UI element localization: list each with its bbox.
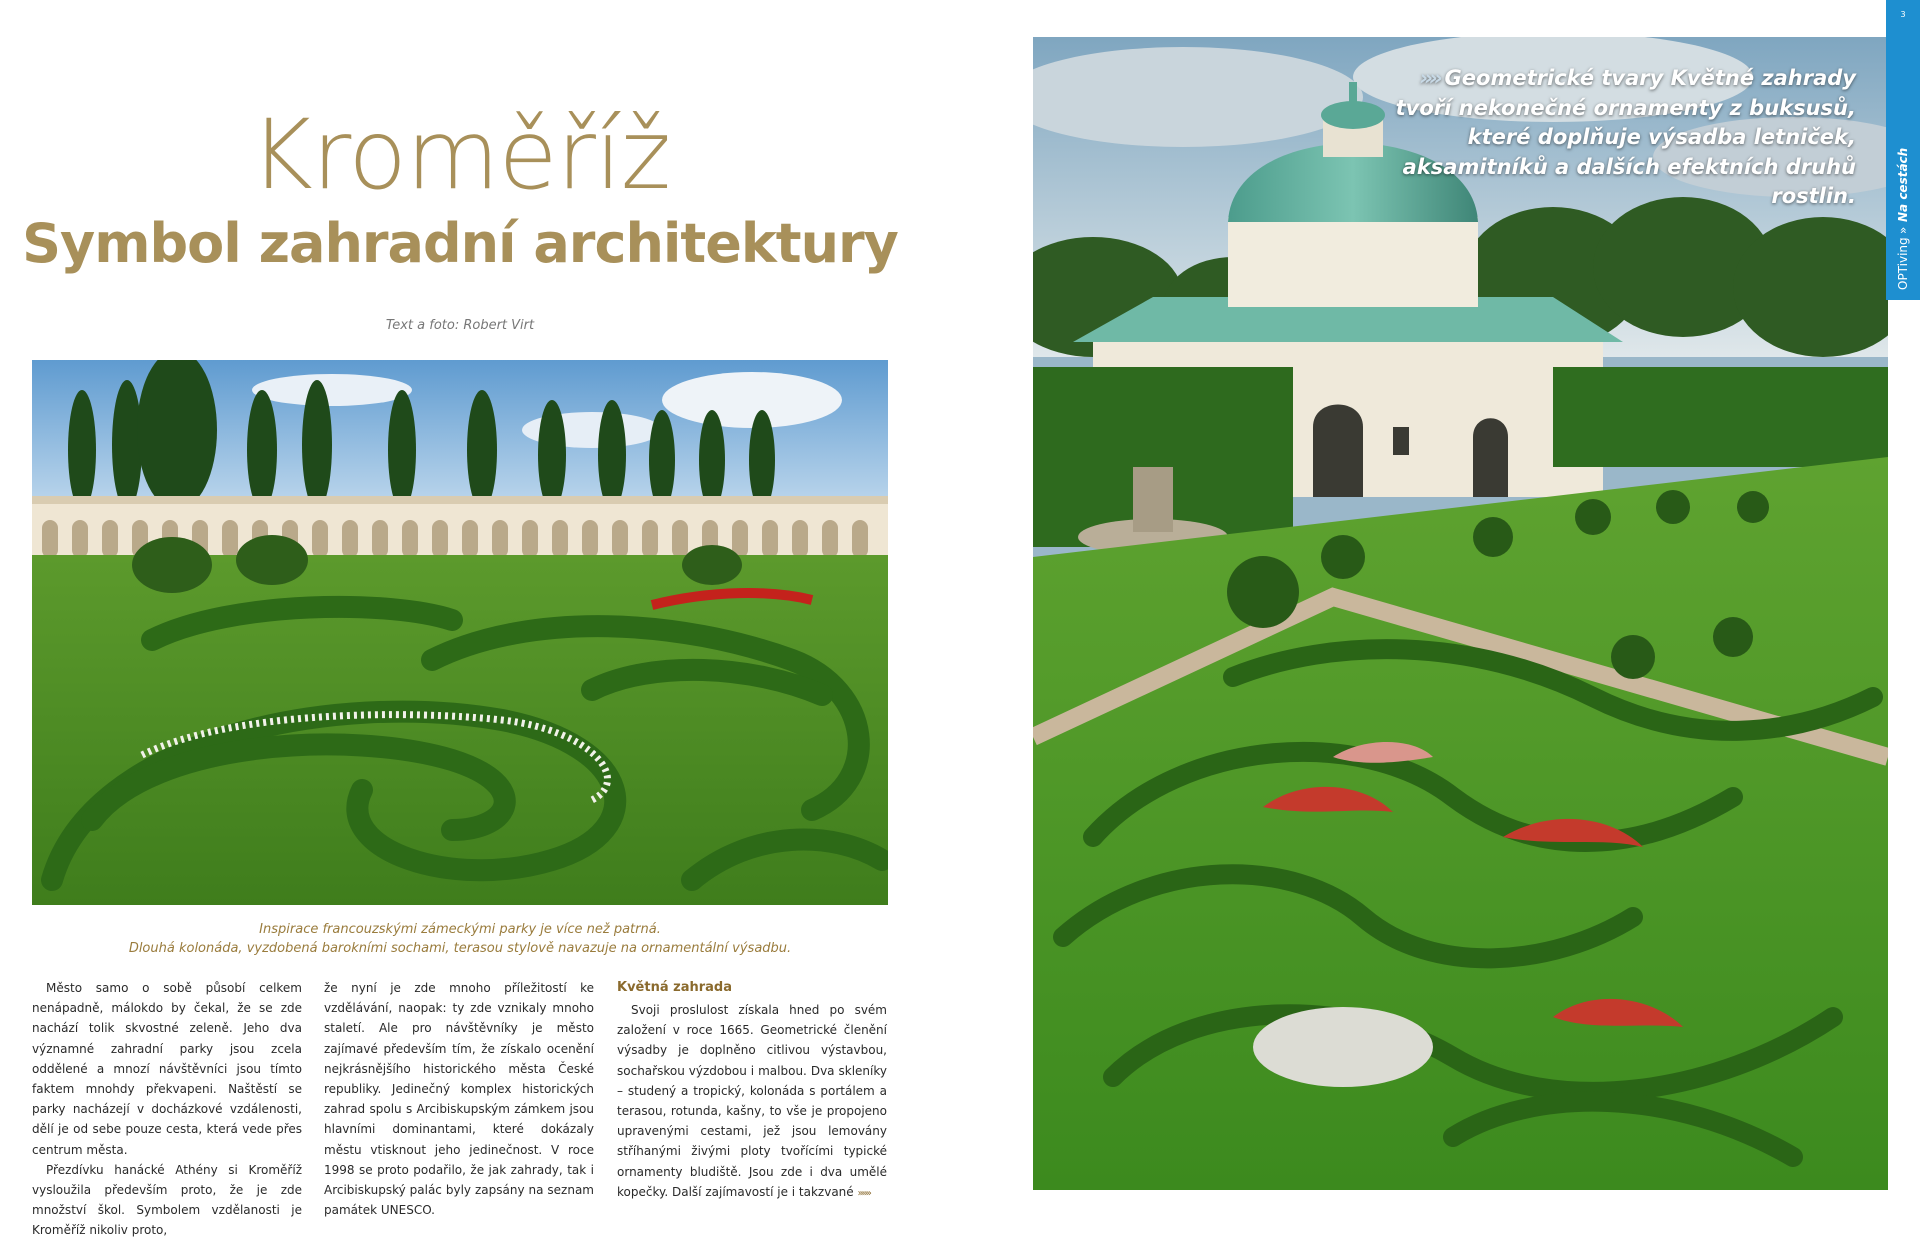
- paragraph: že nyní je zde mnoho příležitostí ke vzdělávání, naopak: ty zde vznikaly mnoho staletí. Ale pro návštěvníky je město zajímavé především tím, že získalo ocenění nejkrásnějšího historického města České republiky. Jedinečný komplex historických zahrad spolu s Arcibiskupským zámkem jsou hlavními dominantami, které dokázaly městu vtisknout jeho jedinečnost. V roce 1998 se proto podařilo, že jak zahrady, tak i Arcibiskupský palác byly zapsány na seznam památek UNESCO.: [324, 981, 594, 1218]
- paragraph: Přezdívku hanácké Athény si Kroměříž vysloužila především proto, že je zde množství škol. Symbolem vzdělanosti je Kroměříž nikoliv proto,: [32, 1162, 302, 1238]
- caption-line-2: Dlouhá kolonáda, vyzdobená barokními sochami, terasou stylově navazuje na ornamentální výsadbu.: [128, 941, 792, 956]
- text-column-1: [32, 978, 302, 1241]
- section-tab-label: [1886, 30, 1920, 290]
- section-name: Na cestách: [1896, 148, 1910, 223]
- photo-caption: [32, 920, 888, 958]
- section-tab: [1886, 0, 1920, 300]
- colonnade-garden-photo: [32, 360, 888, 905]
- byline: Text a foto: Robert Virt: [385, 318, 535, 333]
- quote-chevron-icon: »»: [1419, 66, 1439, 90]
- article-subtitle: Symbol zahradní architektury: [22, 212, 898, 275]
- text-column-2: [324, 978, 594, 1220]
- tab-separator: »: [1896, 226, 1910, 234]
- paragraph: [617, 1000, 887, 1204]
- continued-icon: »»»: [857, 1187, 870, 1199]
- magazine-name: OPTiving: [1896, 237, 1910, 290]
- text-column-3: [617, 978, 887, 1204]
- section-heading: Květná zahrada: [617, 980, 732, 995]
- page-number: 3: [1900, 10, 1906, 19]
- article-title: Kroměříž: [249, 99, 671, 211]
- pull-quote: [1376, 64, 1856, 212]
- caption-line-1: Inspirace francouzskými zámeckými parky je více než patrná.: [259, 922, 661, 937]
- pull-quote-text: Geometrické tvary Květné zahrady tvoří nekonečné ornamenty z buksusů, které doplňuje výsadba letniček, aksamitníků a dalších efektních druhů rostlin.: [1395, 66, 1856, 208]
- paragraph: Město samo o sobě působí celkem nenápadně, málokdo by čekal, že se zde nachází tolik skvostné zeleně. Jeho dva významné zahradní parky jsou zcela oddělené a mnozí návštěvníci jsou tímto faktem mnohdy překvapeni. Naštěstí se parky nacházejí v docházkové vzdálenosti, dělí je od sebe pouze cesta, která vede přes centrum města.: [32, 981, 302, 1157]
- left-page: [0, 0, 960, 1238]
- paragraph-text: Svoji proslulost získala hned po svém založení v roce 1665. Geometrické členění výsadby je doplněno citlivou výstavbou, sochařskou výzdobou i malbou. Dva skleníky – studený a tropický, kolonáda s portálem a terasou, rotunda, kašny, to vše je propojeno upravenými cestami, jež jsou lemovány stříhanými živými ploty tvořícími typické ornamenty bludiště. Jsou zde i dva umělé kopečky. Další zajímavostí je i takzvané: [617, 1003, 887, 1199]
